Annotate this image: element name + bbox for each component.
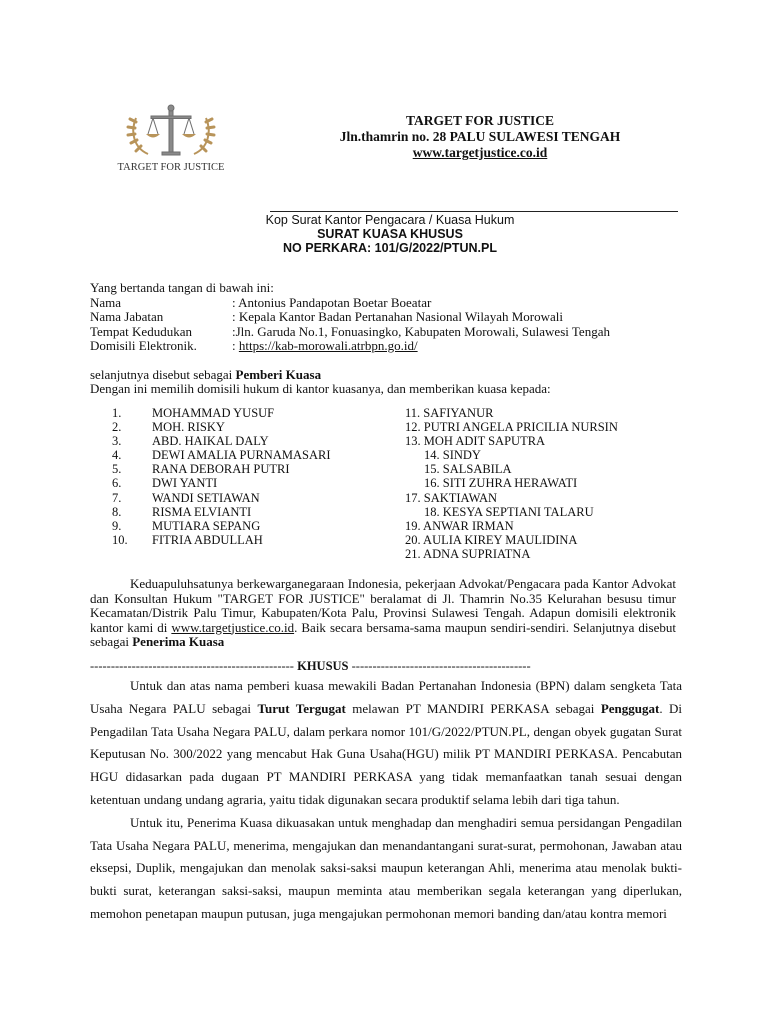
paragraph-text: Keduapuluhsatunya berkewarganegaraan Indonesia, pekerjaan Advokat/Pengacara pada Kantor Advokat dan Konsultan Hukum "TARGET FOR JUSTICE" beralamat di Jl. Thamrin No.35 Kelurahan besusu timur Kecamatan/Distrik Palu Timur, Kabupaten/Kota Palu, Provinsi Sulawesi Tengah. Adapun domisili elektronik kantor kami di (90, 576, 676, 635)
recipient-number: 3. (112, 434, 122, 449)
recipient-item (112, 476, 392, 490)
field-label: Tempat Kedudukan (90, 323, 192, 339)
recipient-item: 19. ANWAR IRMAN (405, 518, 514, 533)
case-number: NO PERKARA: 101/G/2022/PTUN.PL (283, 241, 497, 255)
grantor-field (90, 296, 690, 311)
recipient-designation: Penerima Kuasa (132, 634, 225, 649)
recipient-number: 10. (112, 532, 128, 547)
document-heading (200, 213, 580, 255)
recipient-item: 12. PUTRI ANGELA PRICILIA NURSIN (405, 420, 618, 435)
recipient-name: MOHAMMAD YUSUF (152, 406, 275, 420)
recipient-item: 15. SALSABILA (424, 462, 512, 477)
field-label: Nama Jabatan (90, 309, 164, 324)
paragraph-text: melawan PT MANDIRI PERKASA sebagai (345, 700, 601, 716)
grantor-section (90, 281, 690, 397)
recipient-item (112, 448, 392, 462)
grantor-field (90, 310, 690, 325)
domicile-statement: Dengan ini memilih domisili hukum di kantor kuasanya, dan memberikan kuasa kepada: (90, 381, 551, 396)
recipient-name: RANA DEBORAH PUTRI (152, 462, 290, 477)
field-value: : Kepala Kantor Badan Pertanahan Nasional Wilayah Morowali (232, 309, 563, 324)
recipient-name: ABD. HAIKAL DALY (152, 434, 269, 449)
firm-logo (96, 96, 246, 206)
firm-website-link[interactable]: www.targetjustice.co.id (412, 145, 548, 160)
field-value (232, 339, 418, 354)
firm-domicile-link[interactable]: www.targetjustice.co.id (171, 619, 295, 635)
field-prefix: : (232, 338, 239, 353)
case-paragraph (90, 675, 682, 812)
attorneys-paragraph (90, 577, 676, 650)
recipient-item: 18. KESYA SEPTIANI TALARU (424, 504, 594, 519)
recipient-item (112, 420, 392, 434)
paragraph-text: . Baik secara bersama-sama maupun sendiri-sendiri. Selanjutnya disebut sebagai (90, 619, 676, 649)
power-of-attorney-body (90, 675, 682, 926)
recipient-number: 5. (112, 462, 122, 477)
header-divider (270, 211, 678, 212)
recipient-number: 8. (112, 504, 122, 519)
recipient-name: MOH. RISKY (152, 420, 225, 435)
recipient-name: MUTIARA SEPANG (152, 518, 261, 533)
grantor-field (90, 325, 690, 340)
recipient-number: 6. (112, 476, 122, 491)
recipient-item (112, 505, 392, 519)
recipient-item: 14. SINDY (424, 448, 481, 463)
designation-text: selanjutnya disebut sebagai (90, 366, 236, 382)
paragraph-text: . Di Pengadilan Tata Usaha Negara PALU, dalam perkara nomor 101/G/2022/PTUN.PL, dengan obyek gugatan Surat Keputusan No. 300/2022 yang mencabut Hak Guna Usaha(HGU) milik PT MANDIRI PERKASA. Pencabutan HGU didasarkan pada dugaan PT MANDIRI PERKASA yang tidak memanfaatkan tanah sesuai dengan ketentuan undang undang agraria, yaitu tidak digunakan secara produktif selama lebih dari tiga tahun. (90, 700, 682, 807)
field-value: : Antonius Pandapotan Boetar Boeatar (232, 294, 432, 310)
recipient-name: DEWI AMALIA PURNAMASARI (152, 448, 331, 463)
recipient-item: 17. SAKTIAWAN (405, 490, 498, 505)
recipients-list-right (405, 406, 685, 561)
recipient-name: FITRIA ABDULLAH (152, 532, 263, 547)
firm-header (300, 113, 660, 161)
party-role: Turut Tergugat (257, 700, 346, 716)
recipient-number: 9. (112, 518, 122, 533)
recipient-item: 20. AULIA KIREY MAULIDINA (405, 532, 578, 547)
recipient-item: 11. SAFIYANUR (405, 406, 494, 420)
recipient-item (112, 406, 392, 420)
recipient-item (112, 462, 392, 476)
firm-name: TARGET FOR JUSTICE (405, 113, 555, 128)
designation-term: Pemberi Kuasa (235, 366, 322, 382)
recipient-item: 16. SITI ZUHRA HERAWATI (424, 476, 578, 491)
field-label: Nama (90, 294, 122, 310)
separator-dashes: ------------------------------------------------- (90, 659, 294, 673)
recipient-name: DWI YANTI (152, 476, 218, 491)
recipient-number: 1. (112, 406, 122, 420)
recipient-name: RISMA ELVIANTI (152, 504, 252, 519)
grantor-designation (90, 368, 690, 383)
authority-paragraph: Untuk itu, Penerima Kuasa dikuasakan untuk menghadap dan menghadiri semua persidangan Pengadilan Tata Usaha Negara PALU, menerima, mengajukan dan menandantangani surat-surat, permohonan, Jawaban atau eksepsi, Duplik, mengajukan dan menolak saksi-saksi maupun keterangan Ahli, menerima atau menolak bukti-bukti surat, keterangan saksi-saksi, maupun meminta atau memberikan segala keterangan yang diperlukan, memohon penetapan maupun putusan, juga mengajukan permohonan memori banding dan/atau kontra memori (90, 814, 682, 921)
recipient-number: 7. (112, 490, 122, 505)
grantor-intro: Yang bertanda tangan di bawah ini: (90, 280, 274, 295)
khusus-separator (90, 659, 682, 674)
field-label: Domisili Elektronik. (90, 338, 197, 353)
electronic-domicile-link[interactable]: https://kab-morowali.atrbpn.go.id/ (238, 338, 418, 353)
recipient-number: 2. (112, 420, 122, 435)
logo-caption: TARGET FOR JUSTICE (117, 162, 225, 173)
recipient-item: 21. ADNA SUPRIATNA (405, 546, 531, 561)
recipient-item (112, 519, 392, 533)
recipient-name: WANDI SETIAWAN (152, 490, 260, 505)
scales-of-justice-icon (96, 96, 246, 206)
recipient-item (112, 533, 392, 547)
separator-dashes: ------------------------------------------- (351, 659, 531, 673)
recipient-item: 13. MOH ADIT SAPUTRA (405, 434, 546, 449)
document-title: SURAT KUASA KHUSUS (317, 227, 463, 241)
field-value: :Jln. Garuda No.1, Fonuasingko, Kabupaten Morowali, Sulawesi Tengah (232, 323, 610, 339)
recipient-item (112, 434, 392, 448)
khusus-label: KHUSUS (297, 659, 349, 673)
party-role: Penggugat (600, 700, 660, 716)
letterhead-subtitle: Kop Surat Kantor Pengacara / Kuasa Hukum (265, 213, 515, 227)
recipients-list-left (112, 406, 392, 547)
firm-address: Jln.thamrin no. 28 PALU SULAWESI TENGAH (339, 129, 621, 144)
paragraph-text: Untuk dan atas nama pemberi kuasa mewakili Badan Pertanahan Indonesia (BPN) dalam sengketa Tata Usaha Negara PALU sebagai (90, 678, 682, 716)
recipient-number: 4. (112, 448, 122, 463)
grantor-field (90, 339, 690, 354)
recipient-item (112, 491, 392, 505)
